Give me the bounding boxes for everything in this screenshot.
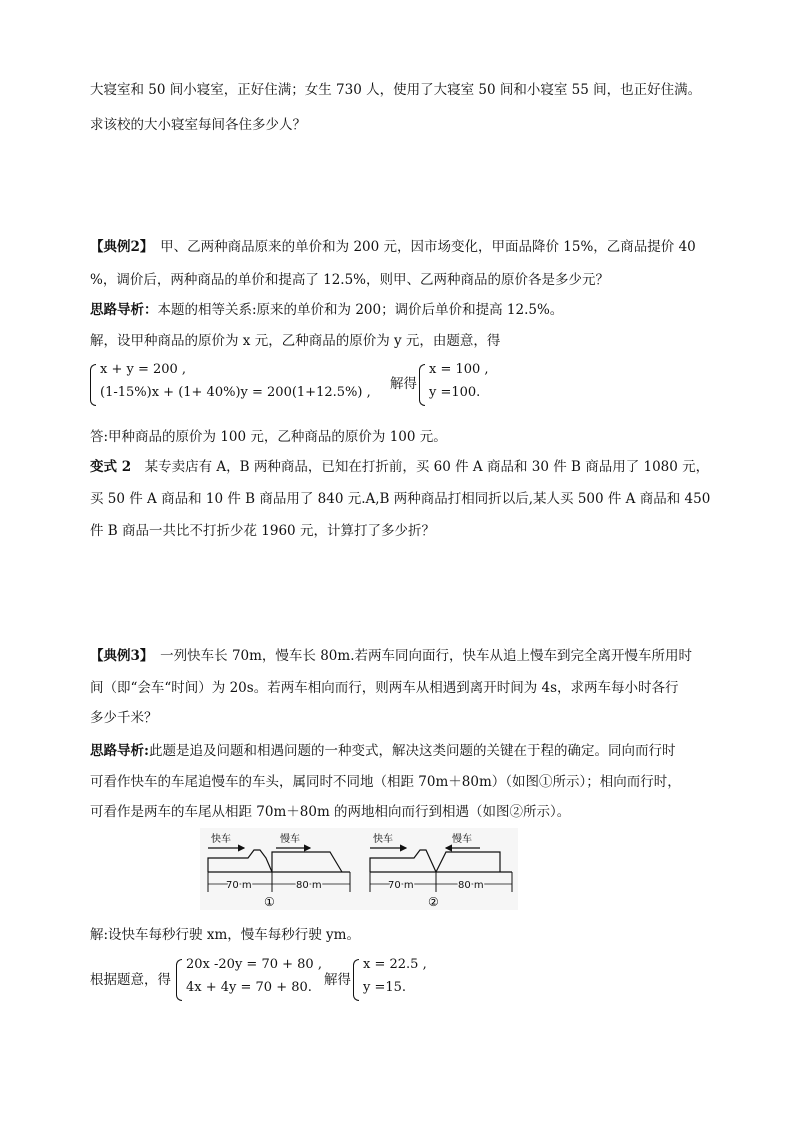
example2-question-line-1 xyxy=(90,237,696,257)
fast-train-label: 快车 xyxy=(373,834,393,845)
example2-solve-label: 解得 xyxy=(390,376,417,392)
example3-analysis-line-3: 可看作是两车的车尾从相距 70m＋80m 的两地相向而行到相遇（如图②所示）。 xyxy=(90,804,571,820)
example3-analysis-line-1 xyxy=(90,741,675,761)
example2-solution: 解，设甲种商品的原价为 x 元，乙种商品的原价为 y 元，由题意，得 xyxy=(90,333,501,349)
variant2-tag: 变式 2 xyxy=(90,459,132,475)
example3-question-line-2: 间（即“会车“时间）为 20s。若两车相向而行，则两车从相遇到离开时间为 4s，求两车每小时各行 xyxy=(90,680,679,696)
example3-solution: 解:设快车每秒行驶 xm，慢车每秒行驶 ym。 xyxy=(90,927,360,943)
length-80m-label: 80 m xyxy=(458,880,484,891)
variant2-line-3: 件 B 商品一共比不打折少花 1960 元，计算打了多少折？ xyxy=(90,523,435,539)
example2-analysis xyxy=(90,300,563,320)
brace xyxy=(353,959,359,1001)
example2-analysis-label: 思路导析： xyxy=(90,302,158,318)
solution-row: x = 100 , xyxy=(429,362,489,377)
equation-row: 4x + 4y = 70 + 80. xyxy=(186,980,312,995)
solution-row: x = 22.5 , xyxy=(363,957,427,972)
example2-analysis-text: 本题的相等关系:原来的单价和为 200；调价后单价和提高 12.5%。 xyxy=(157,302,564,318)
example2-answer: 答:甲种商品的原价为 100 元，乙种商品的原价为 100 元。 xyxy=(90,429,447,445)
variant2-text-1: 某专卖店有 A，B 两种商品，已知在打折前，买 60 件 A 商品和 30 件 B 商品用了 1080 元， xyxy=(131,459,710,475)
length-70m-label: 70 m xyxy=(226,880,252,891)
fast-train-label: 快车 xyxy=(211,834,231,845)
example3-analysis-label: 思路导析: xyxy=(90,743,149,759)
brace xyxy=(176,959,182,1001)
example3-question-1: 一列快车长 70m，慢车长 80m.若两车同向面行，快车从追上慢车到完全离开慢车所用时 xyxy=(146,648,692,664)
example2-tag: 【典例2】 xyxy=(90,239,147,255)
variant2-line-1 xyxy=(90,457,709,477)
variant2-line-2: 买 50 件 A 商品和 10 件 B 商品用了 840 元.A,B 两种商品打相同折以后,某人买 500 件 A 商品和 450 xyxy=(90,491,711,507)
example3-lead: 根据题意，得 xyxy=(90,972,171,988)
intro-line-1: 大寝室和 50 间小寝室，正好住满；女生 730 人，使用了大寝室 50 间和小寝室 55 间，也正好住满。 xyxy=(90,82,702,98)
example3-tag: 【典例3】 xyxy=(90,648,147,664)
example2-question-1: 甲、乙两种商品原来的单价和为 200 元，因市场变化，甲面品降价 15%，乙商品提价 40 xyxy=(146,239,696,255)
slow-train-label: 慢车 xyxy=(452,834,472,845)
equation-row: 20x -20y = 70 + 80 , xyxy=(186,957,322,972)
solution-row: y =15. xyxy=(363,980,407,995)
slow-train-label: 慢车 xyxy=(280,834,300,845)
brace xyxy=(419,364,425,406)
solution-row: y =100. xyxy=(429,385,481,400)
train-diagram-figure xyxy=(200,828,518,910)
length-80m-label: 80 m xyxy=(296,880,322,891)
example3-question-line-1 xyxy=(90,646,692,666)
length-70m-label: 70 m xyxy=(388,880,414,891)
example3-question-line-3: 多少千米？ xyxy=(90,710,158,726)
figure-label-2: ② xyxy=(428,895,439,909)
figure-label-1: ① xyxy=(264,895,275,909)
example3-solve-label: 解得 xyxy=(324,972,351,988)
example2-question-line-2: %，调价后，两种商品的单价和提高了 12.5%，则甲、乙两种商品的原价各是多少元？ xyxy=(90,272,610,288)
brace xyxy=(90,364,96,406)
intro-line-2: 求该校的大小寝室每间各住多少人？ xyxy=(90,117,306,133)
equation-row: x + y = 200 , xyxy=(100,362,187,377)
example3-analysis-text-1: 此题是追及问题和相遇问题的一种变式，解决这类问题的关键在于程的确定。同向而行时 xyxy=(148,743,676,759)
example3-analysis-line-2: 可看作快车的车尾追慢车的车头，属同时不同地（相距 70m＋80m）（如图①所示）；相向而行时， xyxy=(90,774,681,790)
equation-row: (1-15%)x + (1+ 40%)y = 200(1+12.5%) , xyxy=(100,385,371,400)
